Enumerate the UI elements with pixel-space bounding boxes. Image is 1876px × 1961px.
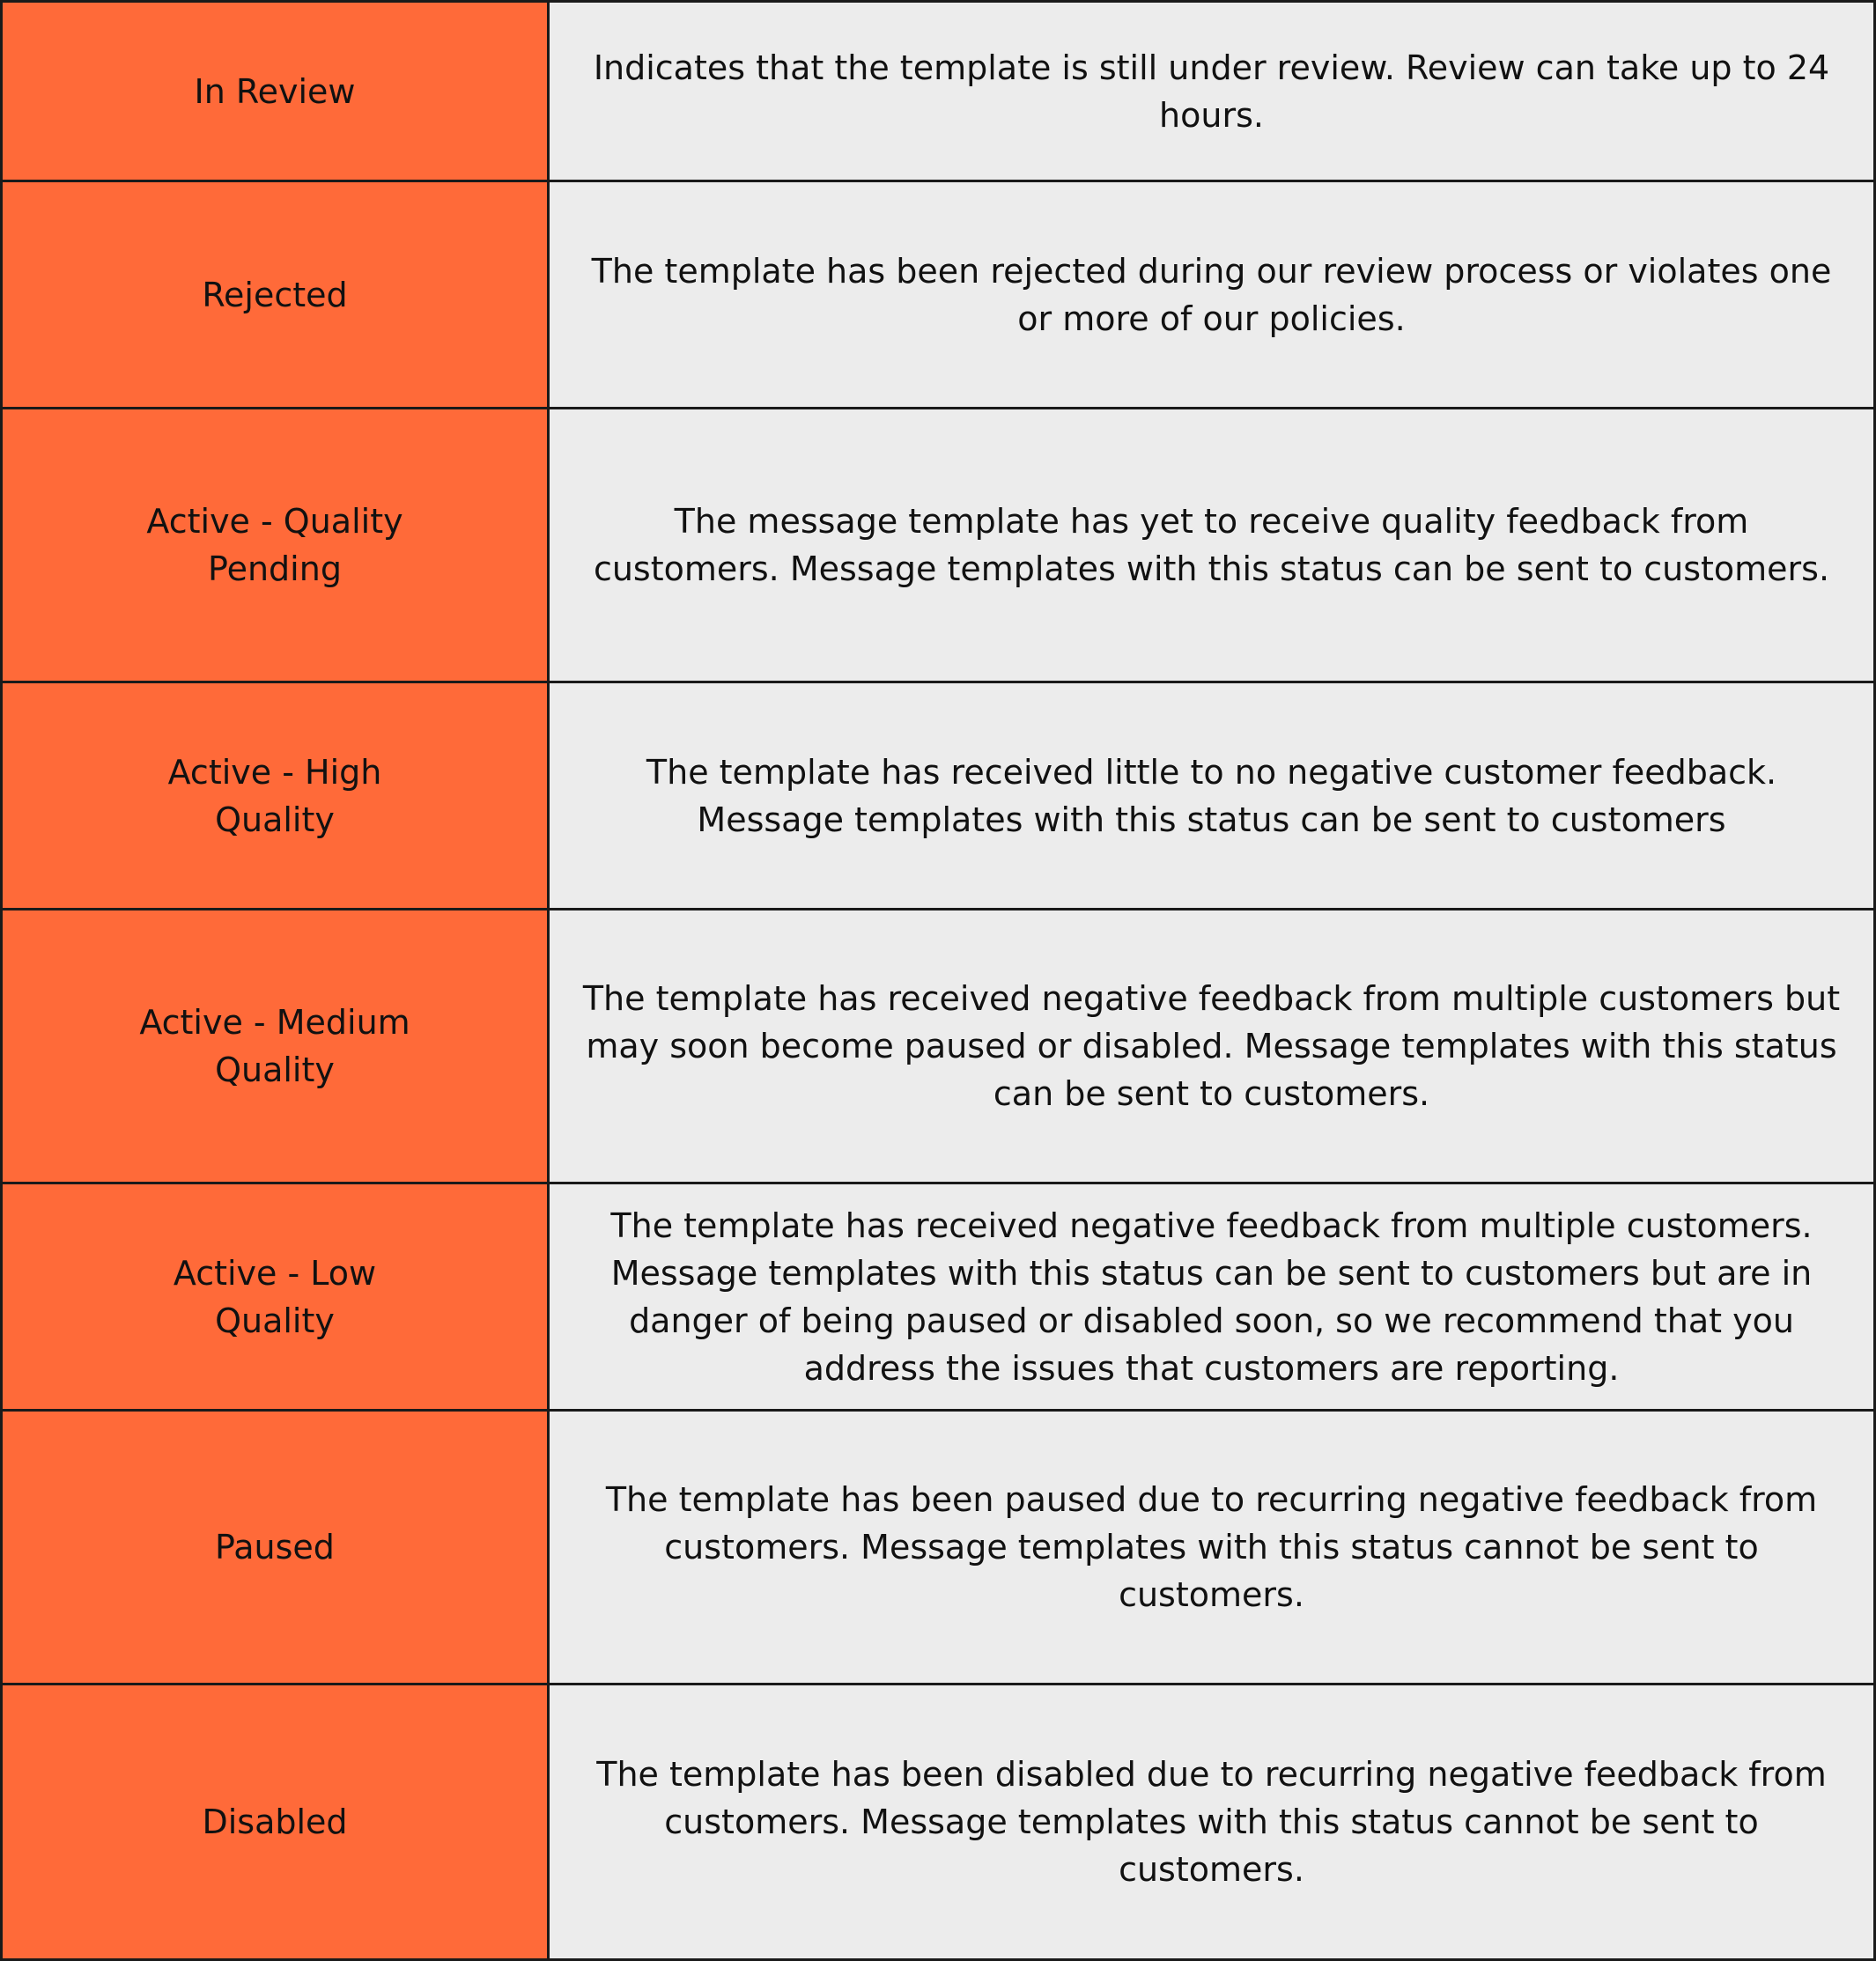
status-label: In Review xyxy=(194,71,356,111)
status-label: Active - Quality Pending xyxy=(146,502,403,588)
status-cell xyxy=(2,1685,549,1960)
status-label: Paused xyxy=(215,1528,335,1567)
table-row xyxy=(2,1183,1875,1411)
status-label: Active - Low Quality xyxy=(173,1253,377,1340)
status-description: The template has been disabled due to recurring negative feedback from customers. Message templates with this status cannot be sent to customers. xyxy=(596,1755,1827,1889)
description-cell xyxy=(549,1685,1875,1960)
status-label: Active - High Quality xyxy=(167,752,382,839)
table-row xyxy=(2,682,1875,910)
status-cell xyxy=(2,682,549,910)
status-label: Rejected xyxy=(202,275,348,314)
status-cell xyxy=(2,1183,549,1411)
status-description: The template has received negative feedback from multiple customers but may soon become paused or disabled. Message templates with this status can be sent to customers. xyxy=(582,979,1841,1113)
description-cell xyxy=(549,1411,1875,1685)
status-description: The template has received negative feedback from multiple customers. Message templates with this status can be sent to customers but are in danger of being paused or disabled soon, so we recommend that you address the issues that customers are reporting. xyxy=(610,1205,1813,1388)
table-row xyxy=(2,910,1875,1183)
table-row xyxy=(2,1411,1875,1685)
status-label: Disabled xyxy=(202,1802,348,1841)
description-cell xyxy=(549,181,1875,409)
status-cell xyxy=(2,2,549,181)
description-cell xyxy=(549,910,1875,1183)
status-cell xyxy=(2,409,549,682)
table-row xyxy=(2,409,1875,682)
status-cell xyxy=(2,910,549,1183)
status-description: The template has been rejected during our review process or violates one or more of our policies. xyxy=(591,251,1832,338)
status-description: The message template has yet to receive quality feedback from customers. Message templates with this status can be sent to customers. xyxy=(593,502,1830,588)
description-cell xyxy=(549,1183,1875,1411)
status-cell xyxy=(2,1411,549,1685)
table-row xyxy=(2,1685,1875,1960)
status-cell xyxy=(2,181,549,409)
status-description: Indicates that the template is still under review. Review can take up to 24 hours. xyxy=(593,48,1830,135)
table-row xyxy=(2,2,1875,181)
description-cell xyxy=(549,2,1875,181)
description-cell xyxy=(549,682,1875,910)
table-row xyxy=(2,181,1875,409)
status-description: The template has received little to no negative customer feedback. Message templates with this status can be sent to customers xyxy=(646,752,1777,839)
description-cell xyxy=(549,409,1875,682)
status-description: The template has been paused due to recurring negative feedback from customers. Message templates with this status cannot be sent to customers. xyxy=(605,1480,1818,1614)
status-label: Active - Medium Quality xyxy=(139,1003,410,1089)
